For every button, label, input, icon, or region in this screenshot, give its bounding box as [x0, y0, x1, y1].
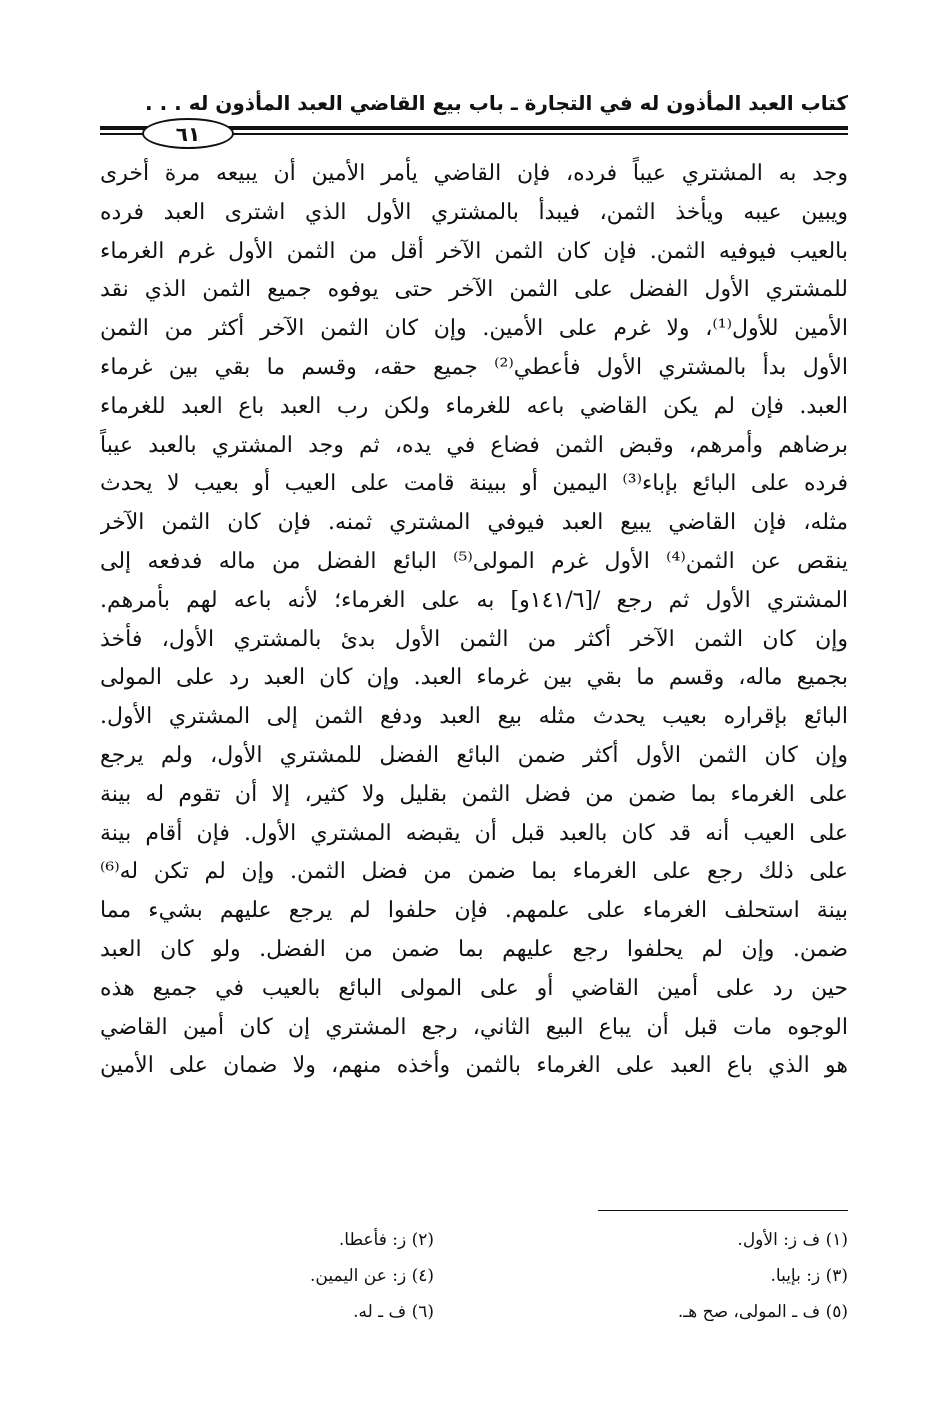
footnote: (٦) ف ـ له. — [353, 1302, 434, 1322]
body-line: فرده على البائع بإباء⁽³⁾ اليمين أو ببينة قامت على العيب أو بعيب لا يحدث — [100, 471, 848, 497]
body-line: ويبين عيبه ويأخذ الثمن، فيبدأ بالمشتري الأول الذي اشترى العبد فرده — [100, 199, 848, 225]
body-line: العبد. فإن لم يكن القاضي باعه للغرماء ولكن رب العبد باع العبد للغرماء — [100, 393, 848, 419]
body-line: وإن كان الثمن الآخر أكثر من الثمن الأول بدئ بالمشتري الأول، فأخذ — [100, 626, 848, 652]
body-line: بينة استحلف الغرماء على علمهم. فإن حلفوا لم يرجع عليهم بشيء مما — [100, 898, 848, 924]
body-line: مثله، فإن القاضي يبيع العبد فيوفي المشتري ثمنه. فإن كان الثمن الآخر — [100, 510, 848, 536]
footnote-row — [100, 1222, 848, 1258]
header-rule — [100, 118, 848, 148]
body-line: برضاهم وأمرهم، وقبض الثمن فضاع في يده، ثم وجد المشتري بالعبد عيباً — [100, 432, 848, 458]
page-number: ٦١ — [142, 118, 234, 149]
body-line: البائع بإقراره بعيب يحدث مثله بيع العبد ودفع الثمن إلى المشتري الأول. — [100, 704, 848, 730]
body-line: الوجوه مات قبل أن يباع البيع الثاني، رجع المشتري إن كان أمين القاضي — [100, 1014, 848, 1040]
body-line: على العيب أنه قد كان بالعبد قبل أن يقبضه المشتري الأول. فإن أقام بينة — [100, 820, 848, 846]
body-line: الأول بدأ بالمشتري الأول فأعطي⁽²⁾ جميع حقه، وقسم ما بقي بين غرماء — [100, 354, 848, 380]
body-line: بالعيب فيوفيه الثمن. فإن كان الثمن الآخر أقل من الثمن الأول غرم الغرماء — [100, 238, 848, 264]
body-line: على ذلك رجع على الغرماء بما ضمن من فضل الثمن. وإن لم تكن له⁽⁶⁾ — [100, 859, 848, 885]
running-title: كتاب العبد المأذون له في التجارة ـ باب بيع القاضي العبد المأذون له . . . — [145, 91, 848, 115]
footnote-row — [100, 1258, 848, 1294]
body-line: المشتري الأول ثم رجع /[١٤١/٦و] به على الغرماء؛ لأنه باعه لهم بأمرهم. — [100, 587, 848, 613]
footnote: (١) ف ز: الأول. — [737, 1230, 848, 1250]
footnote: (٣) ز: بإيبا. — [770, 1266, 848, 1286]
body-line: للمشتري الأول الفضل على الثمن الآخر حتى يوفوه جميع الثمن الذي نقد — [100, 277, 848, 303]
body-line: حين رد على أمين القاضي أو على المولى البائع بالعيب في جميع هذه — [100, 975, 848, 1001]
body-line: وإن كان الثمن الأول أكثر ضمن البائع الفضل للمشتري الأول، ولم يرجع — [100, 742, 848, 768]
body-line: الأمين للأول⁽¹⁾، ولا غرم على الأمين. وإن كان الثمن الآخر أكثر من الثمن — [100, 316, 848, 342]
body-line: ينقص عن الثمن⁽⁴⁾ الأول غرم المولى⁽⁵⁾ البائع الفضل من ماله فدفعه إلى — [100, 548, 848, 574]
footnote: (٤) ز: عن اليمين. — [310, 1266, 434, 1286]
body-line: وجد به المشتري عيباً فرده، فإن القاضي يأمر الأمين أن يبيعه مرة أخرى — [100, 161, 848, 186]
body-line: على الغرماء بما ضمن من فضل الثمن بقليل ولا كثير، إلا أن تقوم له بينة — [100, 781, 848, 807]
footnotes — [100, 1222, 848, 1330]
body-text — [100, 155, 848, 1086]
footnote-row — [100, 1294, 848, 1330]
footnote: (٢) ز: فأعطا. — [338, 1230, 434, 1250]
footnote: (٥) ف ـ المولى، صح هـ. — [677, 1302, 848, 1322]
body-line: هو الذي باع العبد على الغرماء بالثمن وأخذه منهم، ولا ضمان على الأمين — [100, 1053, 848, 1079]
body-line: بجميع ماله، وقسم ما بقي بين غرماء العبد. وإن كان العبد رد على المولى — [100, 665, 848, 691]
footnote-separator — [598, 1210, 848, 1211]
body-line: ضمن. وإن لم يحلفوا رجع عليهم بما ضمن من الفضل. ولو كان العبد — [100, 936, 848, 962]
